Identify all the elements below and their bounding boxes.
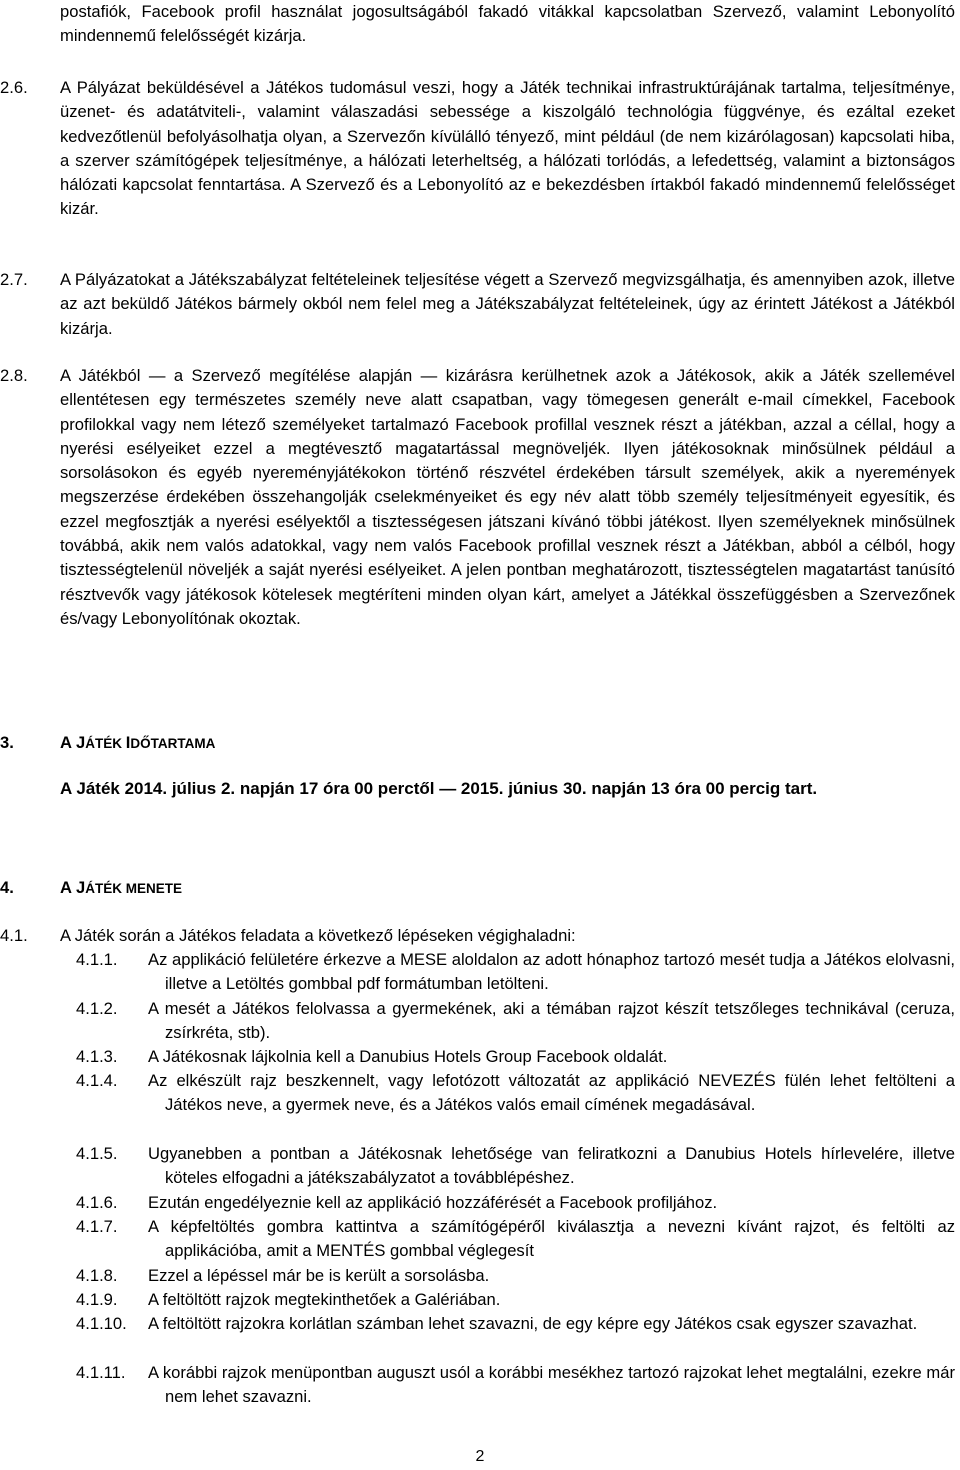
step-number: 4.1.9.	[76, 1290, 118, 1309]
section-text-2-7: A Pályázatokat a Játékszabályzat feltételeinek teljesítése végett a Szervező megvizsgálhatja, és amennyiben azok, illetve az azt beküldő Játékos bármely okból nem felel meg a Játékszabályzat feltételeinek, úgy az érintett Játékost a Játékból kizárja.	[60, 270, 955, 338]
section-text-2-8: A Játékból — a Szervező megítélése alapján — kizárásra kerülhetnek azok a Játékosok, akik a Játék szellemével ellentétesen egy természetes személy neve alatt csapatban, vagy tömegesen generált e-mail címekkel, Facebook profilokkal vagy nem létező személyeket tartalmazó Facebook profillal vesznek részt a játékban, azzal a céllal, hogy a nyerési esélyeiket ezzel a megtévesztő magatartással megnöveljék. Ilyen játékosoknak minősülnek például a sorsolásokon és egyéb nyereményjátékokon történő részvétel érdekében társult személyek, akik a nyeremények megszerzése érdekében összehangolják cselekményeiket és egy név alatt több személy teljesítményeit egyesítik, és ezzel megfosztják a nyerési esélyektől a tisztességesen játszani kívánó többi játékost. Ilyen személyeknek minősülnek továbbá, akik nem valós adatokkal, vagy nem valós Facebook profillal vesznek részt a Játékban, abból a célból, hogy tisztességtelenül növeljék a saját nyerési esélyeiket. A jelen pontban meghatározott, tisztességtelen magatartást tanúsító résztvevők vagy játékosok kötelesek megtéríteni minden olyan kárt, amelyet a Játékkal összefüggésben a Szervezőnek és/vagy Lebonyolítónak okoztak.	[60, 366, 955, 628]
section-text-2-6: A Pályázat beküldésével a Játékos tudomásul veszi, hogy a Játék technikai infrastruktúrájának tartalma, teljesítménye, üzenet- és adatátviteli-, valamint válaszadási sebessége a kiszolgáló technológia függvénye, és ezáltal ezeket kedvezőtlenül befolyásolhatja olyan, a Szervezőn kívülálló tényező, mint például (de nem kizárólagosan) kapcsolati hiba, a szerver számítógépek teljesítménye, a hálózati leterheltség, a hálózati torlódás, a lefedettség, valamint a biztonságos hálózati kapcsolat fenntartása. A Szervező és a Lebonyolító az e bekezdésben írtakból fakadó mindennemű felelősséget kizár.	[60, 78, 955, 219]
heading-4-number: 4.	[0, 878, 14, 897]
heading-4	[0, 876, 182, 901]
step-number: 4.1.3.	[76, 1047, 118, 1066]
step-text: Az applikáció felületére érkezve a MESE aloldalon az adott hónaphoz tartozó mesét tudja a Játékos elolvasni, illetve a Letöltés gombbal pdf formátumban letölteni.	[148, 950, 955, 994]
step-number: 4.1.6.	[76, 1193, 118, 1212]
step-text: A Játékosnak lájkolnia kell a Danubius Hotels Group Facebook oldalát.	[148, 1047, 668, 1066]
step-number: 4.1.2.	[76, 999, 118, 1018]
section-number-2-8: 2.8.	[0, 366, 28, 385]
step-number: 4.1.5.	[76, 1144, 118, 1163]
heading-3-part-c: I	[125, 733, 131, 752]
step-number: 4.1.10.	[76, 1314, 127, 1333]
heading-3-part-d: DŐTARTAMA	[130, 736, 216, 751]
step-number: 4.1.11.	[76, 1363, 126, 1382]
step-text: A feltöltött rajzokra korlátlan számban lehet szavazni, de egy képre egy Játékos csak egyszer szavazhat.	[148, 1314, 918, 1333]
step-number: 4.1.4.	[76, 1071, 118, 1090]
game-period: A Játék 2014. július 2. napján 17 óra 00 perctől — 2015. június 30. napján 13 óra 00 percig tart.	[60, 779, 818, 798]
page-number: 2	[475, 1448, 485, 1465]
section-text-4-1: A Játék során a Játékos feladata a következő lépéseken végighaladni:	[60, 926, 576, 945]
section-number-2-7: 2.7.	[0, 270, 28, 289]
section-number-2-6: 2.6.	[0, 78, 28, 97]
step-number: 4.1.1.	[76, 950, 118, 969]
step-text: Az elkészült rajz beszkennelt, vagy lefotózott változatát az applikáció NEVEZÉS fülén lehet feltölteni a Játékos neve, a gyermek neve, és a Játékos valós email címének megadásával.	[148, 1071, 955, 1115]
step-text: Ezután engedélyeznie kell az applikáció hozzáférését a Facebook profiljához.	[148, 1193, 718, 1212]
heading-3	[0, 731, 215, 756]
heading-4-part-a: A J	[60, 878, 86, 897]
step-text: Ugyanebben a pontban a Játékosnak lehetősége van feliratkozni a Danubius Hotels hírlevelére, illetve köteles elfogadni a játékszabályzatot a továbblépéshez.	[148, 1144, 955, 1188]
step-text: A mesét a Játékos felolvassa a gyermekének, aki a témában rajzot készít tetszőleges technikával (ceruza, zsírkréta, stb).	[148, 999, 955, 1043]
continuation-paragraph: postafiók, Facebook profil használat jogosultságából fakadó vitákkal kapcsolatban Szervező, valamint Lebonyolító mindennemű felelősségét kizárja.	[60, 2, 955, 46]
step-text: A képfeltöltés gombra kattintva a számítógépéről kiválasztja a nevezni kívánt rajzot, és feltölti az applikációba, amit a MENTÉS gombbal véglegesít	[148, 1217, 955, 1261]
heading-3-part-a: A J	[60, 733, 86, 752]
heading-4-part-b: ÁTÉK MENETE	[85, 881, 182, 896]
step-text: A korábbi rajzok menüpontban auguszt usól a korábbi mesékhez tartozó rajzokat lehet megtalálni, ezekre már nem lehet szavazni.	[148, 1363, 955, 1407]
heading-3-part-b: ÁTÉK	[85, 736, 126, 751]
step-text: A feltöltött rajzok megtekinthetőek a Galériában.	[148, 1290, 501, 1309]
step-number: 4.1.7.	[76, 1217, 118, 1236]
step-text: Ezzel a lépéssel már be is került a sorsolásba.	[148, 1266, 490, 1285]
step-number: 4.1.8.	[76, 1266, 118, 1285]
section-number-4-1: 4.1.	[0, 926, 28, 945]
heading-3-number: 3.	[0, 733, 14, 752]
